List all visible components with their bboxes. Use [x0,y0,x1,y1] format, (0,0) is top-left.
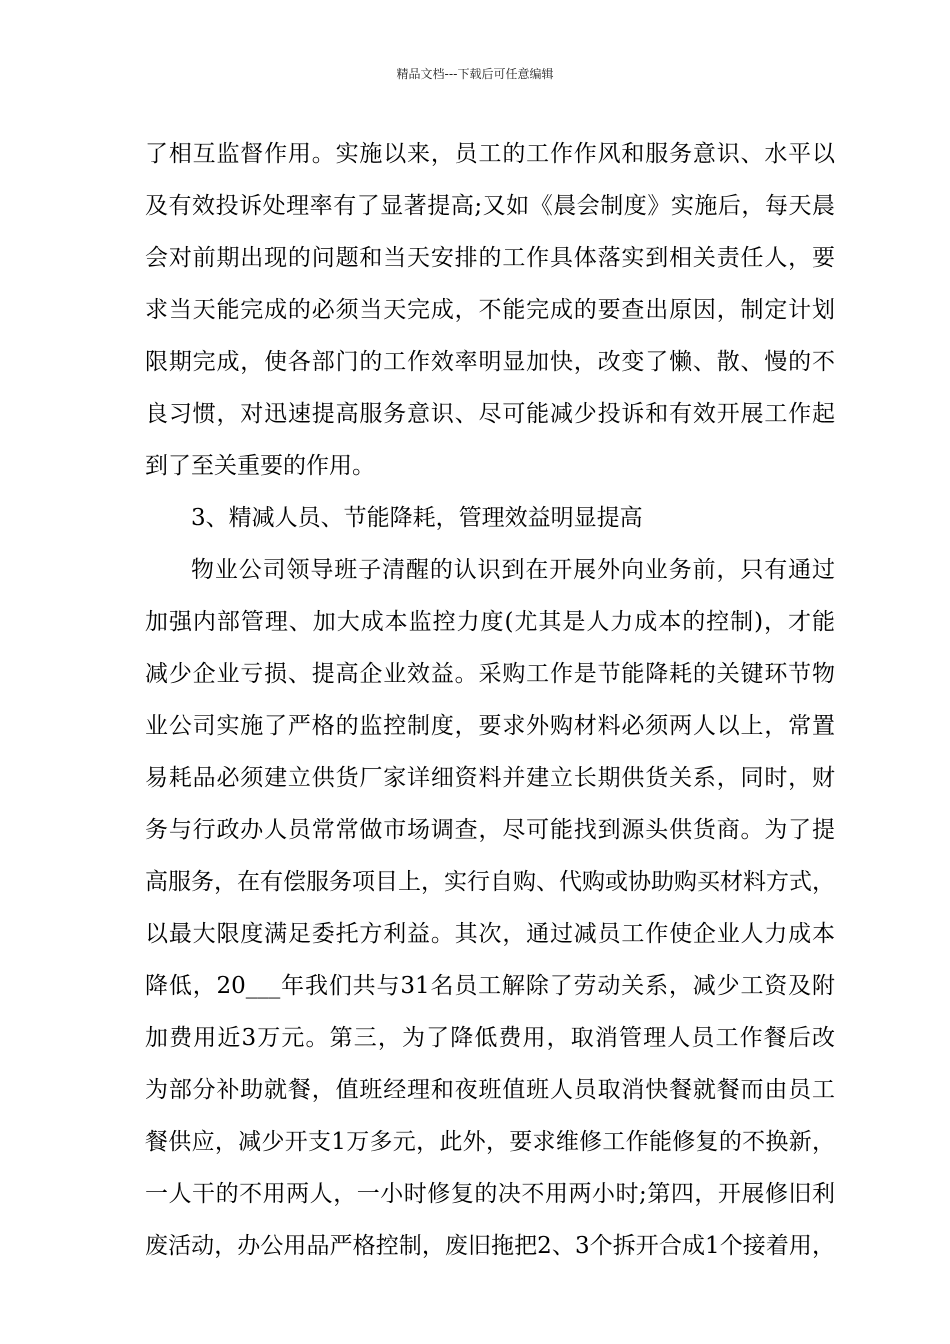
text-line: 餐供应，减少开支1万多元，此外，要求维修工作能修复的不换新， [145,1129,835,1155]
text-line: 一人干的不用两人，一小时修复的决不用两小时;第四，开展修旧利 [145,1181,835,1207]
text-line: 及有效投诉处理率有了显著提高;又如《晨会制度》实施后，每天晨 [145,193,835,219]
text-line: 加费用近3万元。第三，为了降低费用，取消管理人员工作餐后改 [145,1025,835,1051]
text-line: 务与行政办人员常常做市场调查，尽可能找到源头供货商。为了提 [145,817,835,843]
text-line: 限期完成，使各部门的工作效率明显加快，改变了懒、散、慢的不 [145,349,835,375]
text-line: 减少企业亏损、提高企业效益。采购工作是节能降耗的关键环节物 [145,661,835,687]
text-line: 以最大限度满足委托方利益。其次，通过减员工作使企业人力成本 [145,921,835,947]
text-line: 物业公司领导班子清醒的认识到在开展外向业务前，只有通过 [191,557,835,583]
text-line: 加强内部管理、加大成本监控力度(尤其是人力成本的控制)，才能 [145,609,835,635]
text-line: 到了至关重要的作用。 [145,453,375,479]
page-header: 精品文档---下载后可任意编辑 [396,67,554,81]
text-line: 良习惯，对迅速提高服务意识、尽可能减少投诉和有效开展工作起 [145,401,835,427]
text-line: 高服务，在有偿服务项目上，实行自购、代购或协助购买材料方式， [145,869,835,895]
text-line: 为部分补助就餐，值班经理和夜班值班人员取消快餐就餐而由员工 [145,1077,835,1103]
text-line: 易耗品必须建立供货厂家详细资料并建立长期供货关系，同时，财 [145,765,835,791]
text-line: 了相互监督作用。实施以来，员工的工作作风和服务意识、水平以 [145,141,835,167]
section-heading: 3、精减人员、节能降耗，管理效益明显提高 [191,505,643,531]
text-line: 废活动，办公用品严格控制，废旧拖把2、3个拆开合成1个接着用， [145,1233,835,1259]
text-line: 求当天能完成的必须当天完成，不能完成的要查出原因，制定计划 [145,297,835,323]
text-line: 业公司实施了严格的监控制度，要求外购材料必须两人以上，常置 [145,713,835,739]
text-line: 降低，20___年我们共与31名员工解除了劳动关系，减少工资及附 [145,973,835,999]
document-body [145,128,835,1272]
text-line: 会对前期出现的问题和当天安排的工作具体落实到相关责任人，要 [145,245,835,271]
